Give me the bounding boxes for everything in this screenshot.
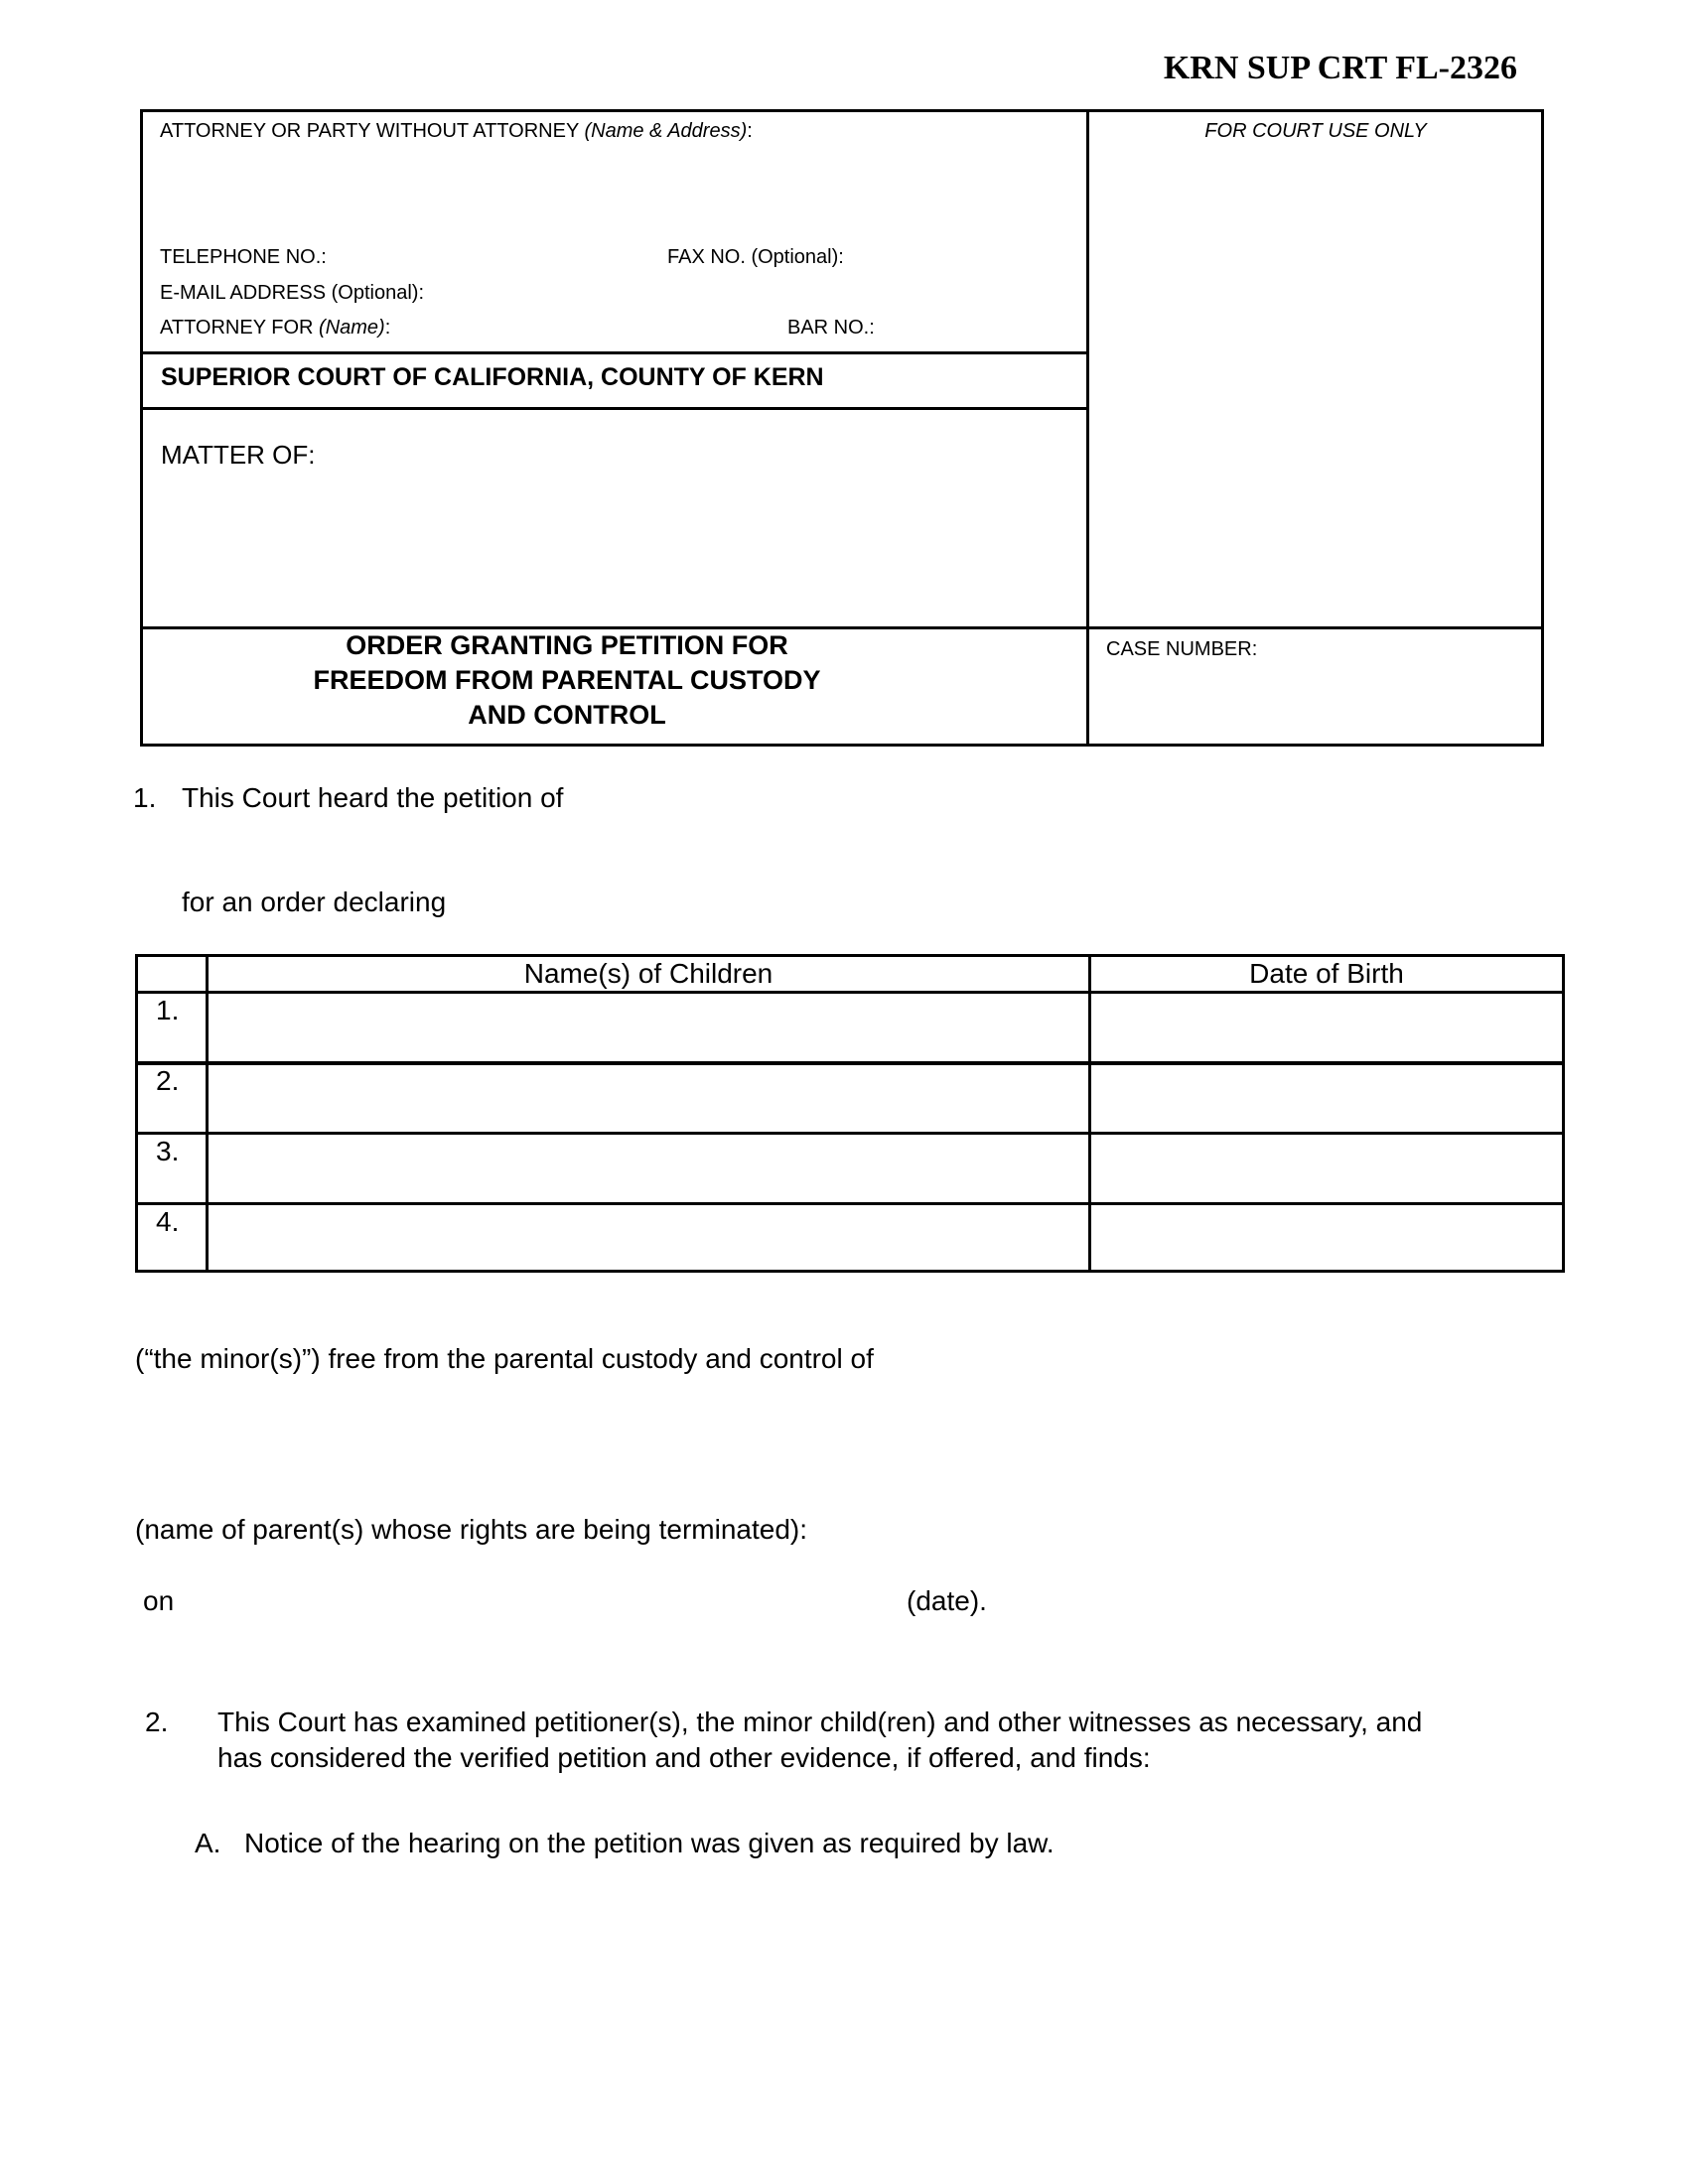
termination-date-field[interactable] (199, 1580, 894, 1620)
on-label: on (143, 1585, 175, 1616)
item-1-number: 1. (133, 782, 157, 813)
parent-name-label: (name of parent(s) whose rights are being terminated): (135, 1514, 807, 1545)
header-dob: Date of Birth (1249, 958, 1404, 989)
bar-no-label: BAR NO.: (787, 317, 875, 339)
court-use-only-label: FOR COURT USE ONLY (1204, 120, 1427, 142)
bar-no-field[interactable] (889, 315, 1077, 341)
matter-of-field[interactable] (161, 477, 1074, 615)
parent-name-field[interactable] (135, 1390, 1565, 1509)
attorney-for-label: ATTORNEY FOR (Name): (160, 317, 391, 339)
form-title: ORDER GRANTING PETITION FOR FREEDOM FROM PARENTAL CUSTODY AND CONTROL (313, 630, 821, 730)
email-label: E-MAIL ADDRESS (Optional): (160, 282, 425, 304)
item-2-number: 2. (145, 1706, 169, 1737)
header-names: Name(s) of Children (523, 958, 774, 989)
table-row-rule (138, 1132, 1562, 1135)
order-declaring-text: for an order declaring (182, 887, 447, 917)
attorney-name-address-field[interactable] (160, 149, 1073, 238)
petitioner-name-field[interactable] (182, 824, 1562, 884)
row-number: 2. (156, 1065, 180, 1096)
item-a-letter: A. (195, 1828, 221, 1858)
case-number-label: CASE NUMBER: (1106, 638, 1258, 660)
item-1-text: This Court heard the petition of (182, 782, 564, 813)
row-number: 4. (156, 1206, 180, 1237)
attorney-for-field[interactable] (422, 315, 779, 341)
court-name-top-rule (140, 351, 1088, 354)
telephone-field[interactable] (348, 244, 655, 270)
caption-column-divider (1086, 109, 1089, 747)
row-number: 3. (156, 1136, 180, 1166)
child-name-field-4[interactable] (210, 1206, 1085, 1272)
attorney-label: ATTORNEY OR PARTY WITHOUT ATTORNEY (Name & Address): (160, 120, 753, 142)
child-dob-field-1[interactable] (1092, 994, 1559, 1060)
item-2-line-1: This Court has examined petitioner(s), the minor child(ren) and other witnesses as necessary, and (217, 1706, 1423, 1737)
court-name-bottom-rule (140, 407, 1088, 410)
table-row-rule (138, 1202, 1562, 1205)
court-name: SUPERIOR COURT OF CALIFORNIA, COUNTY OF KERN (161, 363, 824, 391)
row-number: 1. (156, 995, 180, 1025)
child-name-field-2[interactable] (210, 1065, 1085, 1131)
child-name-field-3[interactable] (210, 1136, 1085, 1201)
children-table (135, 954, 1565, 1273)
fax-label: FAX NO. (Optional): (667, 246, 844, 268)
child-name-field-1[interactable] (210, 994, 1085, 1060)
form-number: KRN SUP CRT FL-2326 (1163, 50, 1517, 86)
item-a-text: Notice of the hearing on the petition was given as required by law. (244, 1828, 1055, 1858)
child-dob-field-2[interactable] (1092, 1065, 1559, 1131)
table-col-divider (1088, 957, 1091, 1273)
table-num-divider (206, 957, 209, 1273)
email-field[interactable] (457, 280, 1072, 306)
case-number-field[interactable] (1106, 670, 1528, 735)
child-dob-field-4[interactable] (1092, 1206, 1559, 1272)
date-label: (date). (907, 1585, 987, 1616)
minors-free-text: (“the minor(s)”) free from the parental custody and control of (135, 1343, 874, 1374)
telephone-label: TELEPHONE NO.: (160, 246, 327, 268)
matter-of-label: MATTER OF: (161, 440, 316, 470)
fax-field[interactable] (864, 244, 1077, 270)
item-2-line-2: has considered the verified petition and other evidence, if offered, and finds: (217, 1742, 1151, 1773)
child-dob-field-3[interactable] (1092, 1136, 1559, 1201)
